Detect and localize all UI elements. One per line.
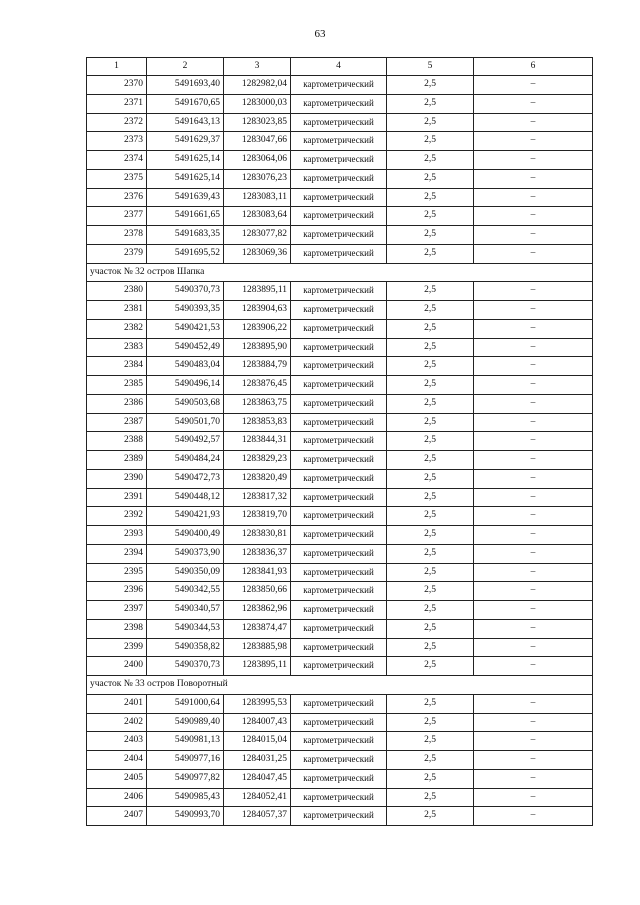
x-coordinate-cell: 5490342,55 — [147, 582, 224, 601]
table-row — [87, 657, 593, 676]
point-number-cell: 2402 — [87, 713, 147, 732]
x-coordinate-cell: 5490340,57 — [147, 601, 224, 620]
method-cell: картометрический — [291, 376, 387, 395]
note-cell: – — [474, 638, 593, 657]
method-cell: картометрический — [291, 451, 387, 470]
point-number-cell: 2394 — [87, 544, 147, 563]
method-cell: картометрический — [291, 713, 387, 732]
point-number-cell: 2404 — [87, 751, 147, 770]
accuracy-cell: 2,5 — [387, 526, 474, 545]
accuracy-cell: 2,5 — [387, 338, 474, 357]
y-coordinate-cell: 1283819,70 — [224, 507, 291, 526]
point-number-cell: 2393 — [87, 526, 147, 545]
accuracy-cell: 2,5 — [387, 188, 474, 207]
point-number-cell: 2375 — [87, 169, 147, 188]
point-number-cell: 2396 — [87, 582, 147, 601]
table-row — [87, 357, 593, 376]
table-row — [87, 769, 593, 788]
method-cell: картометрический — [291, 207, 387, 226]
note-cell: – — [474, 526, 593, 545]
note-cell: – — [474, 713, 593, 732]
table-row — [87, 788, 593, 807]
note-cell: – — [474, 563, 593, 582]
x-coordinate-cell: 5490370,73 — [147, 282, 224, 301]
point-number-cell: 2391 — [87, 488, 147, 507]
y-coordinate-cell: 1283841,93 — [224, 563, 291, 582]
accuracy-cell: 2,5 — [387, 169, 474, 188]
accuracy-cell: 2,5 — [387, 113, 474, 132]
y-coordinate-cell: 1283874,47 — [224, 619, 291, 638]
y-coordinate-cell: 1282982,04 — [224, 76, 291, 95]
method-cell: картометрический — [291, 732, 387, 751]
note-cell: – — [474, 544, 593, 563]
note-cell: – — [474, 282, 593, 301]
y-coordinate-cell: 1283862,96 — [224, 601, 291, 620]
accuracy-cell: 2,5 — [387, 713, 474, 732]
accuracy-cell: 2,5 — [387, 207, 474, 226]
note-cell: – — [474, 657, 593, 676]
method-cell: картометрический — [291, 582, 387, 601]
method-cell: картометрический — [291, 113, 387, 132]
note-cell: – — [474, 413, 593, 432]
note-cell: – — [474, 319, 593, 338]
accuracy-cell: 2,5 — [387, 226, 474, 245]
x-coordinate-cell: 5490501,70 — [147, 413, 224, 432]
method-cell: картометрический — [291, 413, 387, 432]
method-cell: картометрический — [291, 601, 387, 620]
accuracy-cell: 2,5 — [387, 376, 474, 395]
x-coordinate-cell: 5491629,37 — [147, 132, 224, 151]
x-coordinate-cell: 5490373,90 — [147, 544, 224, 563]
table-row — [87, 132, 593, 151]
x-coordinate-cell: 5491643,13 — [147, 113, 224, 132]
method-cell: картометрический — [291, 94, 387, 113]
point-number-cell: 2378 — [87, 226, 147, 245]
x-coordinate-cell: 5490977,82 — [147, 769, 224, 788]
table-row — [87, 807, 593, 826]
y-coordinate-cell: 1283904,63 — [224, 301, 291, 320]
method-cell: картометрический — [291, 132, 387, 151]
point-number-cell: 2374 — [87, 151, 147, 170]
point-number-cell: 2401 — [87, 694, 147, 713]
y-coordinate-cell: 1283830,81 — [224, 526, 291, 545]
accuracy-cell: 2,5 — [387, 301, 474, 320]
x-coordinate-cell: 5491625,14 — [147, 169, 224, 188]
table-row — [87, 76, 593, 95]
x-coordinate-cell: 5491639,43 — [147, 188, 224, 207]
point-number-cell: 2370 — [87, 76, 147, 95]
note-cell: – — [474, 338, 593, 357]
accuracy-cell: 2,5 — [387, 319, 474, 338]
point-number-cell: 2398 — [87, 619, 147, 638]
y-coordinate-cell: 1283895,11 — [224, 657, 291, 676]
accuracy-cell: 2,5 — [387, 788, 474, 807]
note-cell: – — [474, 488, 593, 507]
method-cell: картометрический — [291, 769, 387, 788]
accuracy-cell: 2,5 — [387, 94, 474, 113]
table-header-row — [87, 58, 593, 76]
table-row — [87, 469, 593, 488]
note-cell: – — [474, 207, 593, 226]
point-number-cell: 2384 — [87, 357, 147, 376]
table-row — [87, 113, 593, 132]
note-cell: – — [474, 357, 593, 376]
y-coordinate-cell: 1283876,45 — [224, 376, 291, 395]
y-coordinate-cell: 1284015,04 — [224, 732, 291, 751]
method-cell: картометрический — [291, 657, 387, 676]
note-cell: – — [474, 113, 593, 132]
y-coordinate-cell: 1283884,79 — [224, 357, 291, 376]
method-cell: картометрический — [291, 694, 387, 713]
table-row — [87, 507, 593, 526]
x-coordinate-cell: 5490496,14 — [147, 376, 224, 395]
y-coordinate-cell: 1284007,43 — [224, 713, 291, 732]
column-header: 4 — [291, 58, 387, 76]
column-header: 5 — [387, 58, 474, 76]
method-cell: картометрический — [291, 432, 387, 451]
note-cell: – — [474, 94, 593, 113]
accuracy-cell: 2,5 — [387, 563, 474, 582]
x-coordinate-cell: 5490370,73 — [147, 657, 224, 676]
point-number-cell: 2389 — [87, 451, 147, 470]
section-title: участок № 33 остров Поворотный — [87, 676, 593, 695]
point-number-cell: 2382 — [87, 319, 147, 338]
method-cell: картометрический — [291, 507, 387, 526]
y-coordinate-cell: 1283069,36 — [224, 244, 291, 263]
x-coordinate-cell: 5490452,49 — [147, 338, 224, 357]
point-number-cell: 2383 — [87, 338, 147, 357]
point-number-cell: 2376 — [87, 188, 147, 207]
method-cell: картометрический — [291, 188, 387, 207]
y-coordinate-cell: 1283895,90 — [224, 338, 291, 357]
note-cell: – — [474, 601, 593, 620]
table-row — [87, 338, 593, 357]
table-row — [87, 413, 593, 432]
note-cell: – — [474, 788, 593, 807]
point-number-cell: 2403 — [87, 732, 147, 751]
accuracy-cell: 2,5 — [387, 694, 474, 713]
method-cell: картометрический — [291, 788, 387, 807]
method-cell: картометрический — [291, 226, 387, 245]
note-cell: – — [474, 244, 593, 263]
note-cell: – — [474, 188, 593, 207]
accuracy-cell: 2,5 — [387, 657, 474, 676]
method-cell: картометрический — [291, 282, 387, 301]
point-number-cell: 2377 — [87, 207, 147, 226]
x-coordinate-cell: 5491695,52 — [147, 244, 224, 263]
accuracy-cell: 2,5 — [387, 469, 474, 488]
table-row — [87, 488, 593, 507]
accuracy-cell: 2,5 — [387, 619, 474, 638]
accuracy-cell: 2,5 — [387, 601, 474, 620]
accuracy-cell: 2,5 — [387, 357, 474, 376]
y-coordinate-cell: 1283023,85 — [224, 113, 291, 132]
x-coordinate-cell: 5490448,12 — [147, 488, 224, 507]
x-coordinate-cell: 5490421,53 — [147, 319, 224, 338]
point-number-cell: 2388 — [87, 432, 147, 451]
x-coordinate-cell: 5490358,82 — [147, 638, 224, 657]
point-number-cell: 2372 — [87, 113, 147, 132]
x-coordinate-cell: 5490484,24 — [147, 451, 224, 470]
point-number-cell: 2399 — [87, 638, 147, 657]
point-number-cell: 2407 — [87, 807, 147, 826]
x-coordinate-cell: 5490400,49 — [147, 526, 224, 545]
point-number-cell: 2386 — [87, 394, 147, 413]
column-header: 1 — [87, 58, 147, 76]
y-coordinate-cell: 1283995,53 — [224, 694, 291, 713]
y-coordinate-cell: 1283000,03 — [224, 94, 291, 113]
x-coordinate-cell: 5491625,14 — [147, 151, 224, 170]
table-row — [87, 619, 593, 638]
note-cell: – — [474, 694, 593, 713]
x-coordinate-cell: 5490977,16 — [147, 751, 224, 770]
accuracy-cell: 2,5 — [387, 751, 474, 770]
note-cell: – — [474, 451, 593, 470]
x-coordinate-cell: 5490393,35 — [147, 301, 224, 320]
point-number-cell: 2381 — [87, 301, 147, 320]
y-coordinate-cell: 1283895,11 — [224, 282, 291, 301]
note-cell: – — [474, 169, 593, 188]
x-coordinate-cell: 5490472,73 — [147, 469, 224, 488]
note-cell: – — [474, 76, 593, 95]
note-cell: – — [474, 769, 593, 788]
y-coordinate-cell: 1283829,23 — [224, 451, 291, 470]
accuracy-cell: 2,5 — [387, 451, 474, 470]
note-cell: – — [474, 619, 593, 638]
accuracy-cell: 2,5 — [387, 432, 474, 451]
method-cell: картометрический — [291, 469, 387, 488]
table-row — [87, 319, 593, 338]
coordinates-table — [86, 57, 593, 826]
accuracy-cell: 2,5 — [387, 413, 474, 432]
y-coordinate-cell: 1283820,49 — [224, 469, 291, 488]
point-number-cell: 2373 — [87, 132, 147, 151]
method-cell: картометрический — [291, 76, 387, 95]
column-header: 3 — [224, 58, 291, 76]
y-coordinate-cell: 1283076,23 — [224, 169, 291, 188]
table-row — [87, 638, 593, 657]
method-cell: картометрический — [291, 751, 387, 770]
method-cell: картометрический — [291, 151, 387, 170]
table-row — [87, 732, 593, 751]
method-cell: картометрический — [291, 394, 387, 413]
x-coordinate-cell: 5490483,04 — [147, 357, 224, 376]
table-row — [87, 169, 593, 188]
point-number-cell: 2371 — [87, 94, 147, 113]
method-cell: картометрический — [291, 338, 387, 357]
table-row — [87, 94, 593, 113]
point-number-cell: 2406 — [87, 788, 147, 807]
accuracy-cell: 2,5 — [387, 807, 474, 826]
note-cell: – — [474, 751, 593, 770]
y-coordinate-cell: 1283083,64 — [224, 207, 291, 226]
table-row — [87, 282, 593, 301]
y-coordinate-cell: 1283817,32 — [224, 488, 291, 507]
point-number-cell: 2392 — [87, 507, 147, 526]
accuracy-cell: 2,5 — [387, 132, 474, 151]
note-cell: – — [474, 132, 593, 151]
section-title-row — [87, 263, 593, 282]
note-cell: – — [474, 151, 593, 170]
table-row — [87, 226, 593, 245]
point-number-cell: 2395 — [87, 563, 147, 582]
table-row — [87, 207, 593, 226]
y-coordinate-cell: 1283853,83 — [224, 413, 291, 432]
method-cell: картометрический — [291, 301, 387, 320]
note-cell: – — [474, 807, 593, 826]
table-row — [87, 526, 593, 545]
accuracy-cell: 2,5 — [387, 282, 474, 301]
accuracy-cell: 2,5 — [387, 769, 474, 788]
method-cell: картометрический — [291, 807, 387, 826]
note-cell: – — [474, 432, 593, 451]
table-body — [87, 76, 593, 826]
accuracy-cell: 2,5 — [387, 544, 474, 563]
y-coordinate-cell: 1283885,98 — [224, 638, 291, 657]
y-coordinate-cell: 1284031,25 — [224, 751, 291, 770]
table-row — [87, 451, 593, 470]
table-row — [87, 244, 593, 263]
y-coordinate-cell: 1283083,11 — [224, 188, 291, 207]
page-number: 63 — [314, 28, 326, 40]
method-cell: картометрический — [291, 488, 387, 507]
note-cell: – — [474, 376, 593, 395]
accuracy-cell: 2,5 — [387, 507, 474, 526]
table-row — [87, 376, 593, 395]
x-coordinate-cell: 5490421,93 — [147, 507, 224, 526]
table-row — [87, 432, 593, 451]
accuracy-cell: 2,5 — [387, 76, 474, 95]
point-number-cell: 2379 — [87, 244, 147, 263]
point-number-cell: 2390 — [87, 469, 147, 488]
point-number-cell: 2385 — [87, 376, 147, 395]
accuracy-cell: 2,5 — [387, 488, 474, 507]
accuracy-cell: 2,5 — [387, 582, 474, 601]
accuracy-cell: 2,5 — [387, 244, 474, 263]
note-cell: – — [474, 469, 593, 488]
method-cell: картометрический — [291, 319, 387, 338]
y-coordinate-cell: 1283064,06 — [224, 151, 291, 170]
note-cell: – — [474, 582, 593, 601]
table-row — [87, 188, 593, 207]
table-row — [87, 694, 593, 713]
table-row — [87, 601, 593, 620]
y-coordinate-cell: 1283850,66 — [224, 582, 291, 601]
method-cell: картометрический — [291, 638, 387, 657]
table-row — [87, 544, 593, 563]
section-title: участок № 32 остров Шапка — [87, 263, 593, 282]
x-coordinate-cell: 5490993,70 — [147, 807, 224, 826]
method-cell: картометрический — [291, 619, 387, 638]
x-coordinate-cell: 5490492,57 — [147, 432, 224, 451]
y-coordinate-cell: 1283863,75 — [224, 394, 291, 413]
x-coordinate-cell: 5490503,68 — [147, 394, 224, 413]
y-coordinate-cell: 1283844,31 — [224, 432, 291, 451]
column-header: 2 — [147, 58, 224, 76]
point-number-cell: 2397 — [87, 601, 147, 620]
y-coordinate-cell: 1283836,37 — [224, 544, 291, 563]
accuracy-cell: 2,5 — [387, 151, 474, 170]
table-row — [87, 394, 593, 413]
note-cell: – — [474, 394, 593, 413]
section-title-row — [87, 676, 593, 695]
accuracy-cell: 2,5 — [387, 732, 474, 751]
table-row — [87, 151, 593, 170]
y-coordinate-cell: 1284052,41 — [224, 788, 291, 807]
method-cell: картометрический — [291, 526, 387, 545]
x-coordinate-cell: 5491661,65 — [147, 207, 224, 226]
accuracy-cell: 2,5 — [387, 638, 474, 657]
point-number-cell: 2387 — [87, 413, 147, 432]
method-cell: картометрический — [291, 563, 387, 582]
y-coordinate-cell: 1283077,82 — [224, 226, 291, 245]
x-coordinate-cell: 5491683,35 — [147, 226, 224, 245]
table-row — [87, 713, 593, 732]
method-cell: картометрический — [291, 244, 387, 263]
x-coordinate-cell: 5491693,40 — [147, 76, 224, 95]
x-coordinate-cell: 5490350,09 — [147, 563, 224, 582]
note-cell: – — [474, 226, 593, 245]
accuracy-cell: 2,5 — [387, 394, 474, 413]
point-number-cell: 2405 — [87, 769, 147, 788]
y-coordinate-cell: 1284057,37 — [224, 807, 291, 826]
table-row — [87, 563, 593, 582]
point-number-cell: 2400 — [87, 657, 147, 676]
method-cell: картометрический — [291, 544, 387, 563]
method-cell: картометрический — [291, 169, 387, 188]
y-coordinate-cell: 1283047,66 — [224, 132, 291, 151]
table-row — [87, 751, 593, 770]
method-cell: картометрический — [291, 357, 387, 376]
y-coordinate-cell: 1283906,22 — [224, 319, 291, 338]
table-row — [87, 582, 593, 601]
x-coordinate-cell: 5490989,40 — [147, 713, 224, 732]
column-header: 6 — [474, 58, 593, 76]
y-coordinate-cell: 1284047,45 — [224, 769, 291, 788]
note-cell: – — [474, 301, 593, 320]
point-number-cell: 2380 — [87, 282, 147, 301]
x-coordinate-cell: 5490981,13 — [147, 732, 224, 751]
note-cell: – — [474, 507, 593, 526]
table-row — [87, 301, 593, 320]
x-coordinate-cell: 5490344,53 — [147, 619, 224, 638]
note-cell: – — [474, 732, 593, 751]
x-coordinate-cell: 5491670,65 — [147, 94, 224, 113]
x-coordinate-cell: 5491000,64 — [147, 694, 224, 713]
x-coordinate-cell: 5490985,43 — [147, 788, 224, 807]
